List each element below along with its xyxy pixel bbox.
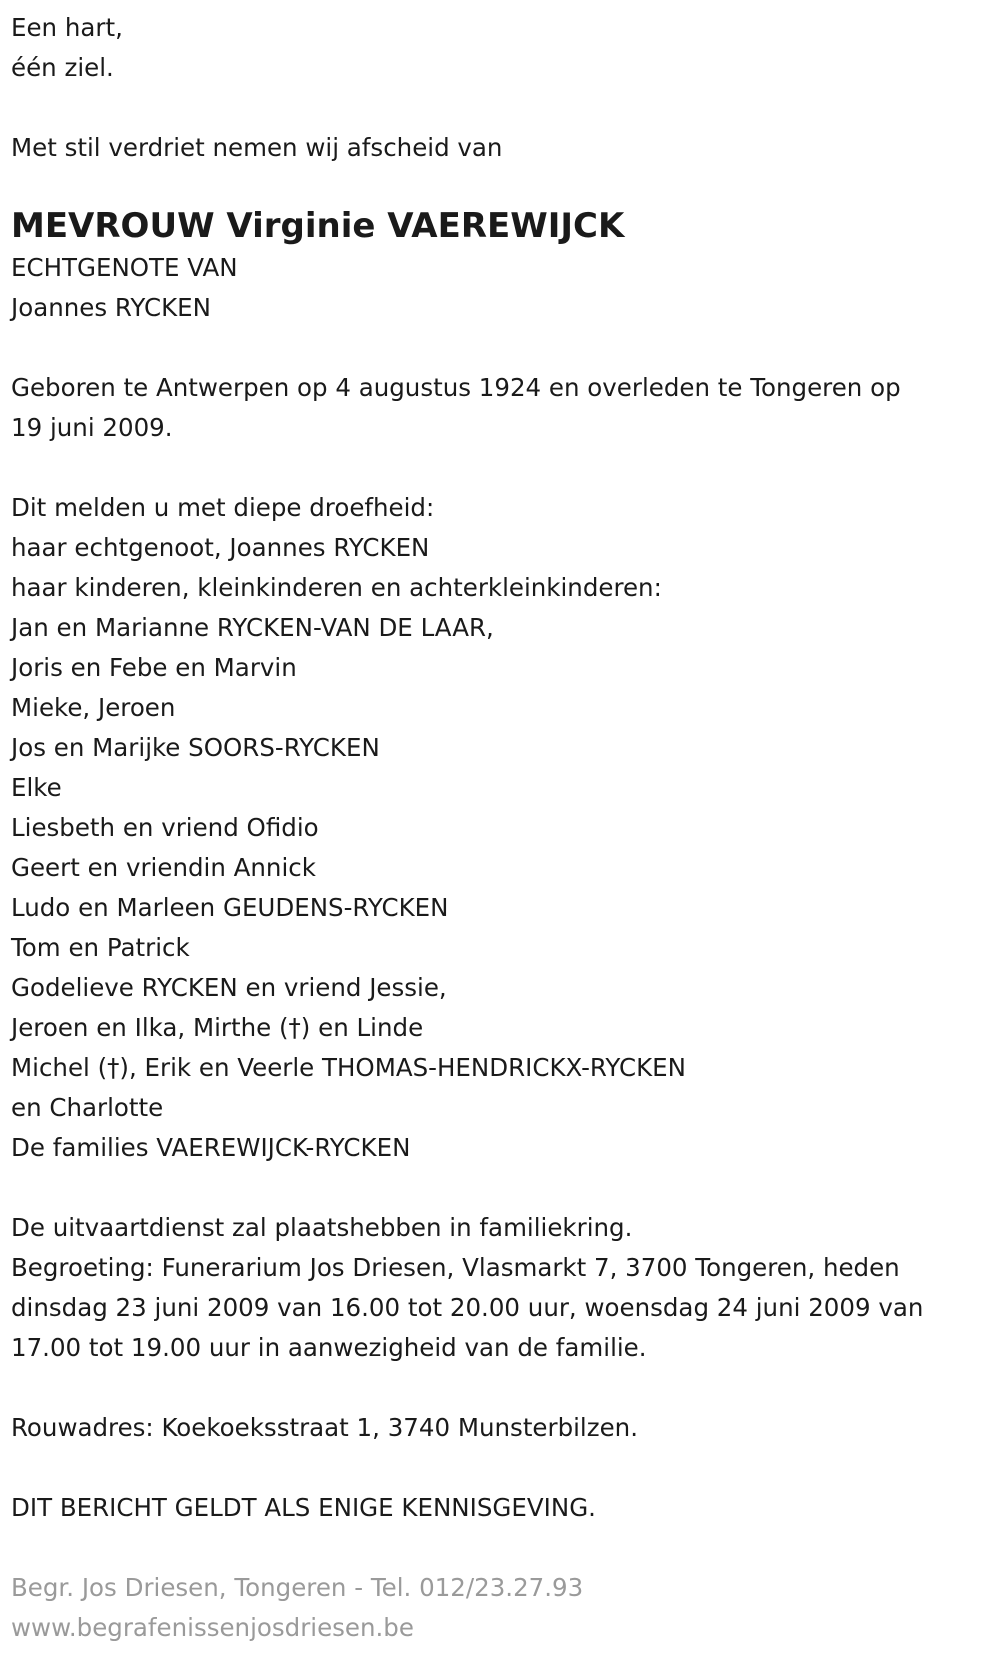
- mourning-address: Rouwadres: Koekoeksstraat 1, 3740 Munsterbilzen.: [11, 1413, 638, 1442]
- service-line-2: Begroeting: Funerarium Jos Driesen, Vlasmarkt 7, 3700 Tongeren, heden: [11, 1253, 900, 1282]
- mourner-line: Elke: [11, 773, 62, 802]
- spacer: [11, 1368, 1000, 1408]
- mourner-line: Liesbeth en vriend Ofidio: [11, 813, 319, 842]
- footer-website: www.begrafenissenjosdriesen.be: [11, 1613, 414, 1642]
- mourner-line: haar kinderen, kleinkinderen en achterkleinkinderen:: [11, 573, 662, 602]
- spacer: [11, 168, 1000, 198]
- birth-death-paragraph: [11, 368, 1000, 448]
- mourner-line: Jos en Marijke SOORS-RYCKEN: [11, 733, 380, 762]
- spacer: [11, 1448, 1000, 1488]
- relation-label: ECHTGENOTE VAN: [11, 253, 238, 282]
- service-line-3: dinsdag 23 juni 2009 van 16.00 tot 20.00 uur, woensdag 24 juni 2009 van: [11, 1293, 924, 1322]
- deceased-name: MEVROUW Virginie VAEREWIJCK: [11, 206, 625, 246]
- mourner-line: Joris en Febe en Marvin: [11, 653, 297, 682]
- service-paragraph: [11, 1208, 1000, 1368]
- spacer: [11, 328, 1000, 368]
- mourner-line: Michel (†), Erik en Veerle THOMAS-HENDRICKX-RYCKEN: [11, 1053, 686, 1082]
- birth-death-line-2: 19 juni 2009.: [11, 413, 173, 442]
- spacer: [11, 1528, 1000, 1568]
- mourner-line: Tom en Patrick: [11, 933, 190, 962]
- spacer: [11, 1168, 1000, 1208]
- spacer: [11, 448, 1000, 488]
- mourners-intro: Dit melden u met diepe droefheid:: [11, 493, 435, 522]
- mourner-line: Jeroen en Ilka, Mirthe (†) en Linde: [11, 1013, 424, 1042]
- opening-intro: Met stil verdriet nemen wij afscheid van: [11, 133, 503, 162]
- birth-death-line-1: Geboren te Antwerpen op 4 augustus 1924 en overleden te Tongeren op: [11, 373, 901, 402]
- mourner-line: Godelieve RYCKEN en vriend Jessie,: [11, 973, 447, 1002]
- mourner-line: haar echtgenoot, Joannes RYCKEN: [11, 533, 430, 562]
- opening-line-2: één ziel.: [11, 53, 114, 82]
- mourners-list: [11, 528, 1000, 1168]
- spacer: [11, 88, 1000, 128]
- opening-line-1: Een hart,: [11, 13, 123, 42]
- spouse-name: Joannes RYCKEN: [11, 293, 211, 322]
- service-line-1: De uitvaartdienst zal plaatshebben in familiekring.: [11, 1213, 633, 1242]
- mourner-line: De families VAEREWIJCK-RYCKEN: [11, 1133, 411, 1162]
- service-line-4: 17.00 tot 19.00 uur in aanwezigheid van de familie.: [11, 1333, 647, 1362]
- footer-undertaker: Begr. Jos Driesen, Tongeren - Tel. 012/23.27.93: [11, 1573, 584, 1602]
- mourner-line: Jan en Marianne RYCKEN-VAN DE LAAR,: [11, 613, 494, 642]
- mourner-line: en Charlotte: [11, 1093, 164, 1122]
- mourner-line: Ludo en Marleen GEUDENS-RYCKEN: [11, 893, 449, 922]
- mourner-line: Mieke, Jeroen: [11, 693, 176, 722]
- notice-text: DIT BERICHT GELDT ALS ENIGE KENNISGEVING.: [11, 1493, 596, 1522]
- mourner-line: Geert en vriendin Annick: [11, 853, 316, 882]
